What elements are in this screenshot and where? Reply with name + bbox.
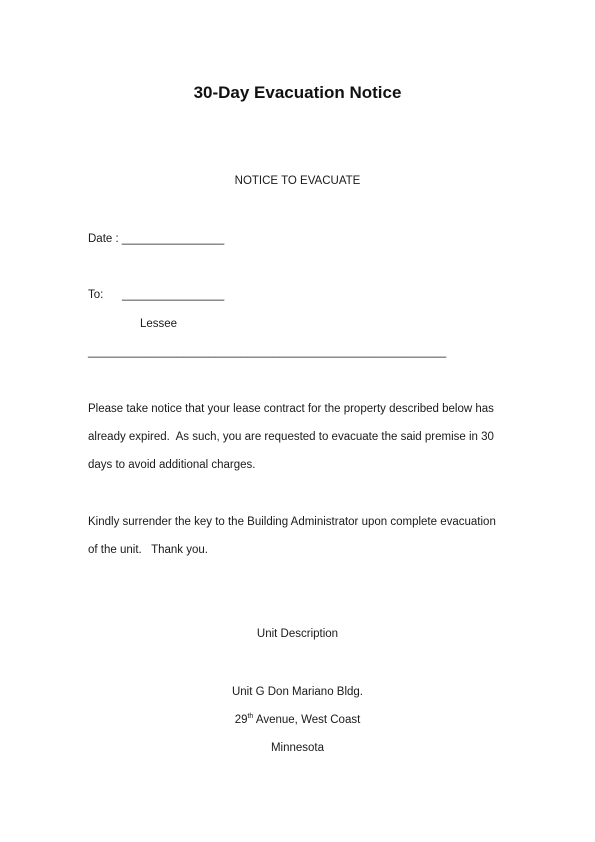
address-street: Avenue, West Coast xyxy=(253,714,361,726)
paragraph1-line2: already expired. As such, you are requested to evacuate the said premise in 30 xyxy=(88,431,494,443)
unit-description-heading: Unit Description xyxy=(256,628,339,640)
paragraph2-line1: Kindly surrender the key to the Building Administrator upon complete evacuation xyxy=(88,516,496,528)
address-line3: Minnesota xyxy=(270,742,325,754)
paragraph2-line2: of the unit. Thank you. xyxy=(88,544,208,556)
address-line1: Unit G Don Mariano Bldg. xyxy=(231,686,364,698)
document-title: 30-Day Evacuation Notice xyxy=(193,83,402,102)
paragraph1-line1: Please take notice that your lease contract for the property described below has xyxy=(88,403,494,415)
notice-heading: NOTICE TO EVACUATE xyxy=(234,175,361,187)
date-line: Date : ________________ xyxy=(88,233,225,245)
to-label: To: xyxy=(88,289,104,301)
to-blank: ________________ xyxy=(122,289,225,301)
lessee-label: Lessee xyxy=(140,318,178,330)
address-number: 29 xyxy=(234,714,248,726)
address-ordinal-suffix: th xyxy=(247,713,254,720)
separator-line: ________________________________________________________ xyxy=(88,346,447,358)
address-line2 xyxy=(0,713,595,727)
paragraph1-line3: days to avoid additional charges. xyxy=(88,459,256,471)
